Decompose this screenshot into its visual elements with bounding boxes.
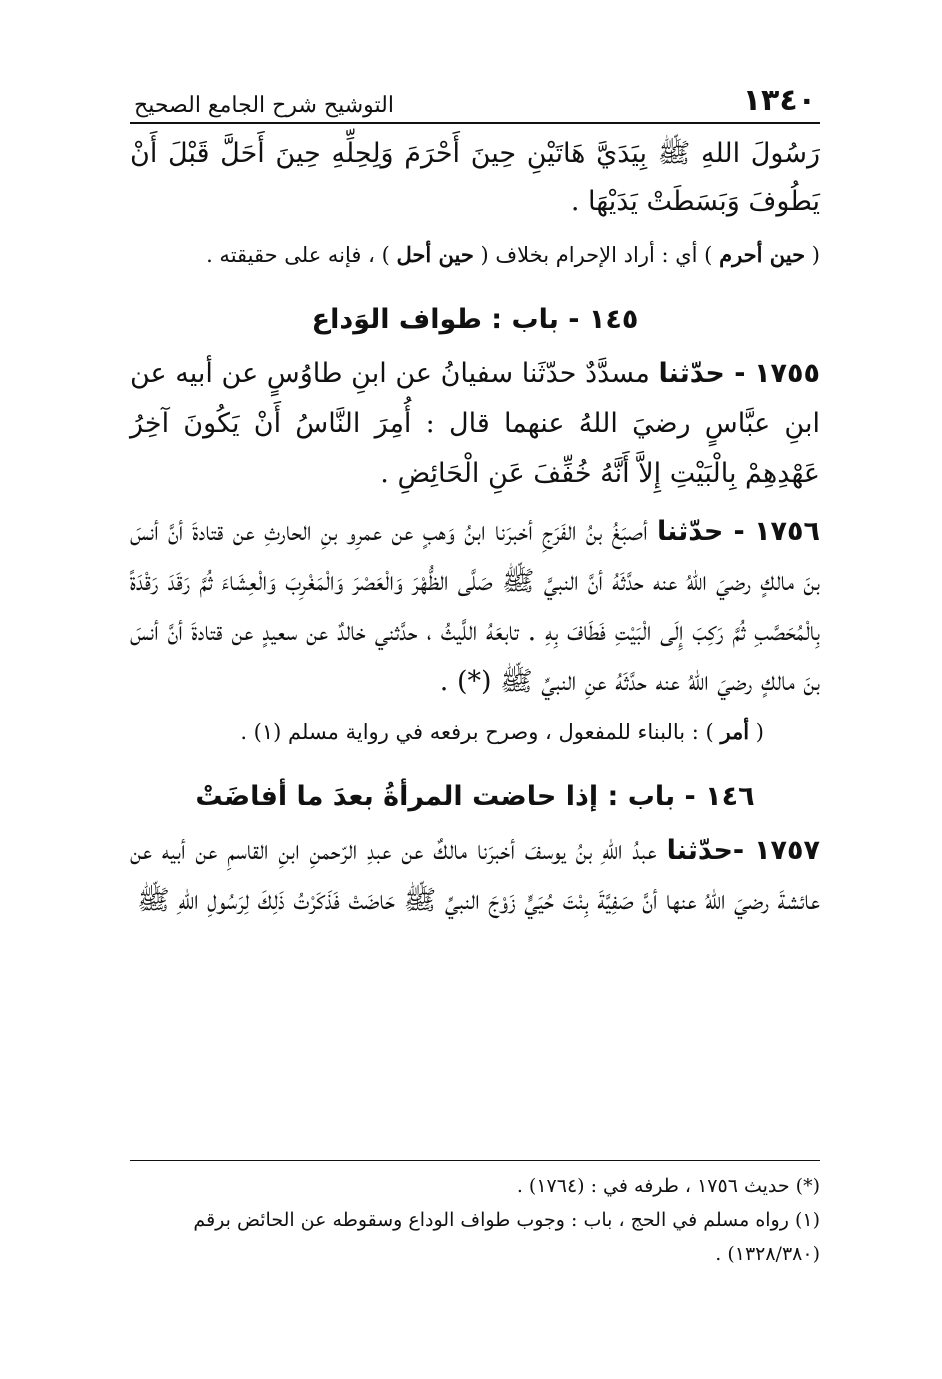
commentary-text: ) أي : أراد الإحرام بخلاف ( [480,243,713,267]
page-number: ١٣٤٠ [742,83,816,118]
hadith-text: مسدَّدٌ حدّثَنا سفيانُ عن ابنِ طاوُسٍ عن أبيه عن ابنِ عبَّاسٍ رضيَ اللهُ عنهما قال : أُمِرَ النَّاسُ أَنْ يَكُونَ آخِرُ عَهْدِهِمْ بِالْبَيْتِ إِلاَّ أَنَّهُ خُفِّفَ عَنِ الْحَائِضِ . [130,358,820,489]
commentary-paragraph [130,234,820,276]
hadith-1755 [130,349,820,499]
hadith-number: ١٧٥٦ [754,516,820,547]
commentary-term: أمر [720,719,750,744]
paren-open: ( [811,243,820,267]
hadith-continuation: رَسُولَ اللهِ ﷺ بِيَدَيَّ هَاتَيْنِ حِينَ أَحْرَمَ وَلِحِلِّهِ حِينَ أَحَلَّ قَبْلَ أَنْ يَطُوفَ وَبَسَطَتْ يَدَيْهَا . [130,138,820,217]
commentary-term: حين أحل [396,242,474,267]
chapter-heading-146: ١٤٦ - باب : إذا حاضت المرأةُ بعدَ ما أفاضَتْ [195,781,755,812]
chapter-heading-145: ١٤٥ - باب : طواف الوَداع [311,304,639,335]
hadith-1756 [130,507,820,707]
running-title: التوشيح شرح الجامع الصحيح [134,93,394,118]
hadith-text: أصبَغُ بنُ الفَرَجِ أخبرَنا ابنُ وَهبٍ عن عمرِو بنِ الحارثِ عن قتادةَ أنَّ أنسَ بنَ مالكٍ رضيَ اللهُ عنه حدَّثَهُ أنَّ النبيَّ ﷺ صَلَّى الظُّهْرَ وَالْعَصْرَ وَالْمَغْرِبَ وَالْعِشَاءَ ثُمَّ رَقَدَ رَقْدَةً بِالْمُحَصَّبِ ثُمَّ رَكِبَ إِلَى الْبَيْتِ فَطَافَ بِهِ . تابعَهُ اللَّيثُ ، حدَّثني خالدٌ عن سعيدٍ عن قتادةَ أنَّ أنسَ بنَ مالكٍ رضيَ اللهُ عنه حدَّثَهُ عنِ النبيِّ ﷺ (*) . [130,516,820,697]
paren-open: ( [755,720,764,744]
page-body [130,70,820,926]
hadith-lead: - حدّثنا [658,358,746,389]
hadith-number: ١٧٥٥ [754,358,820,389]
commentary-term: حين أحرم [719,242,806,267]
hadith-lead: -حدّثنا [666,835,745,866]
hadith-text: عبدُ اللهِ بنُ يوسفَ أخبرَنا مالكٌ عن عبدِ الرّحمنِ ابنِ القاسمِ عن أبيه عن عائشةَ رضيَ اللهُ عنها أنَّ صَفِيَّةَ بِنْتَ حُيَيٍّ زَوْجَ النبيِّ ﷺ حَاضَتْ فَذَكَرْتُ ذَلِكَ لِرَسُولِ اللهِ ﷺ [130,835,820,916]
commentary-text: ) ، فإنه على حقيقته . [206,243,390,267]
hadith-lead: - حدّثنا [656,516,745,547]
commentary-note [130,711,820,753]
footnote-1: (١) رواه مسلم في الحج ، باب : وجوب طواف الوداع وسقوطه عن الحائض برقم (١٣٢٨/٣٨٠) . [193,1209,820,1265]
footnote-star: (*) حديث ١٧٥٦ ، طرفه في : (١٧٦٤) . [516,1175,820,1197]
footnotes [130,1160,820,1271]
commentary-text: ) : بالبناء للمفعول ، وصرح برفعه في رواية مسلم (١) . [240,720,714,744]
page-header [130,70,820,124]
hadith-number: ١٧٥٧ [754,835,820,866]
hadith-1757 [130,826,820,926]
